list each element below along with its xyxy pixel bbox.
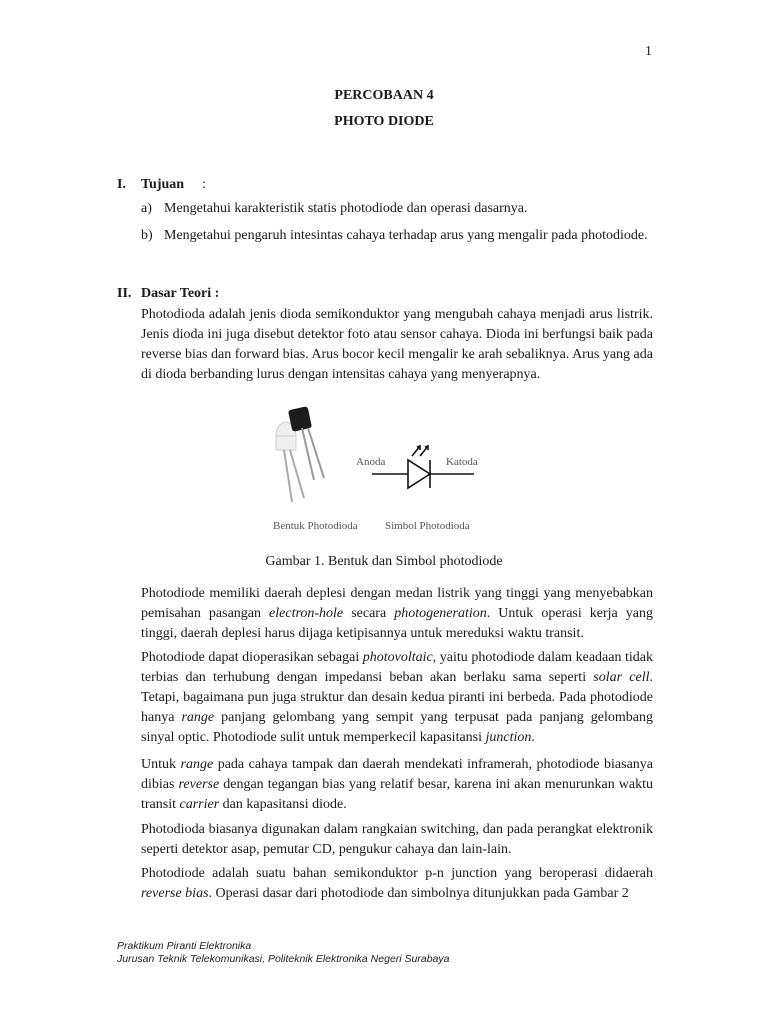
list-item: [141, 228, 648, 244]
section-title-colon: :: [202, 177, 206, 192]
paragraph-photovoltaic: Photodiode dapat dioperasikan sebagai photovoltaic, yaitu photodiode dalam keadaan tidak terbias dan terhubung dengan impedansi beban akan berlaku sama seperti solar cell. Tetapi, bagaimana pun juga struktur dan desain kedua piranti ini berbeda. Pada photodiode hanya range panjang gelombang yang sempit yang terpusat pada panjang gelombang sinyal optic. Photodiode sulit untuk memperkecil kapasitansi junction.: [141, 650, 654, 745]
paragraph-deplesi: Photodiode memiliki daerah deplesi dengan medan listrik yang tinggi yang menyebabkan pemisahan pasangan electron-hole secara photogeneration. Untuk operasi kerja yang tinggi, daerah deplesi harus dijaga ketipisannya untuk mereduksi waktu transit.: [141, 586, 654, 641]
clear-photodiode-image: [276, 422, 304, 502]
footer-institution: Jurusan Teknik Telekomunikasi, Politeknik Elektronika Negeri Surabaya: [117, 953, 450, 965]
figure-caption: Gambar 1. Bentuk dan Simbol photodiode: [265, 554, 503, 569]
footer: [117, 940, 449, 966]
photodiode-illustration: [262, 398, 502, 538]
photodiode-figure: [262, 398, 502, 538]
list-item-text: Mengetahui pengaruh intesintas cahaya terhadap arus yang mengalir pada photodiode.: [164, 228, 648, 243]
figure-label-bentuk: Bentuk Photodioda: [273, 520, 358, 532]
section-title-dasar-teori: Dasar Teori :: [141, 286, 220, 301]
list-item-label: a): [141, 201, 152, 216]
anoda-label: Anoda: [356, 456, 386, 468]
list-item-label: b): [141, 228, 153, 243]
section-title-tujuan: Tujuan: [141, 177, 185, 192]
paragraph-inframerah: Untuk range pada cahaya tampak dan daerah mendekati inframerah, photodiode biasanya dibias reverse dengan tegangan bias yang relatif besar, karena ini akan menurunkan waktu transit carrier dan kapasitansi diode.: [141, 757, 654, 812]
page-number: 1: [645, 44, 652, 59]
document-subtitle: PHOTO DIODE: [334, 114, 434, 129]
list-item: [141, 201, 528, 217]
footer-course: Praktikum Piranti Elektronika: [117, 940, 252, 952]
intro-paragraph: Photodioda adalah jenis dioda semikonduktor yang mengubah cahaya menjadi arus listrik. Jenis dioda ini juga disebut detektor foto atau sensor cahaya. Dioda ini berfungsi baik pada reverse bias dan forward bias. Arus bocor kecil mengalir ke arah sebaliknya. Arus yang ada di dioda berbanding lurus dengan intensitas cahaya yang menyerapnya.: [141, 307, 653, 382]
figure-label-simbol: Simbol Photodioda: [385, 520, 470, 532]
katoda-label: Katoda: [446, 456, 478, 468]
paragraph-penggunaan: Photodioda biasanya digunakan dalam rangkaian switching, dan pada perangkat elektronik seperti detektor asap, pemutar CD, pengukur cahaya dan lain-lain.: [141, 822, 653, 857]
list-item-text: Mengetahui karakteristik statis photodiode dan operasi dasarnya.: [164, 201, 528, 216]
document-title: PERCOBAAN 4: [334, 88, 434, 103]
section-number-2: II.: [117, 286, 132, 301]
paragraph-reverse-bias: Photodiode adalah suatu bahan semikonduktor p-n junction yang beroperasi didaerah reverse bias. Operasi dasar dari photodiode dan simbolnya ditunjukkan pada Gambar 2: [141, 866, 653, 901]
section-number-1: I.: [117, 177, 126, 192]
